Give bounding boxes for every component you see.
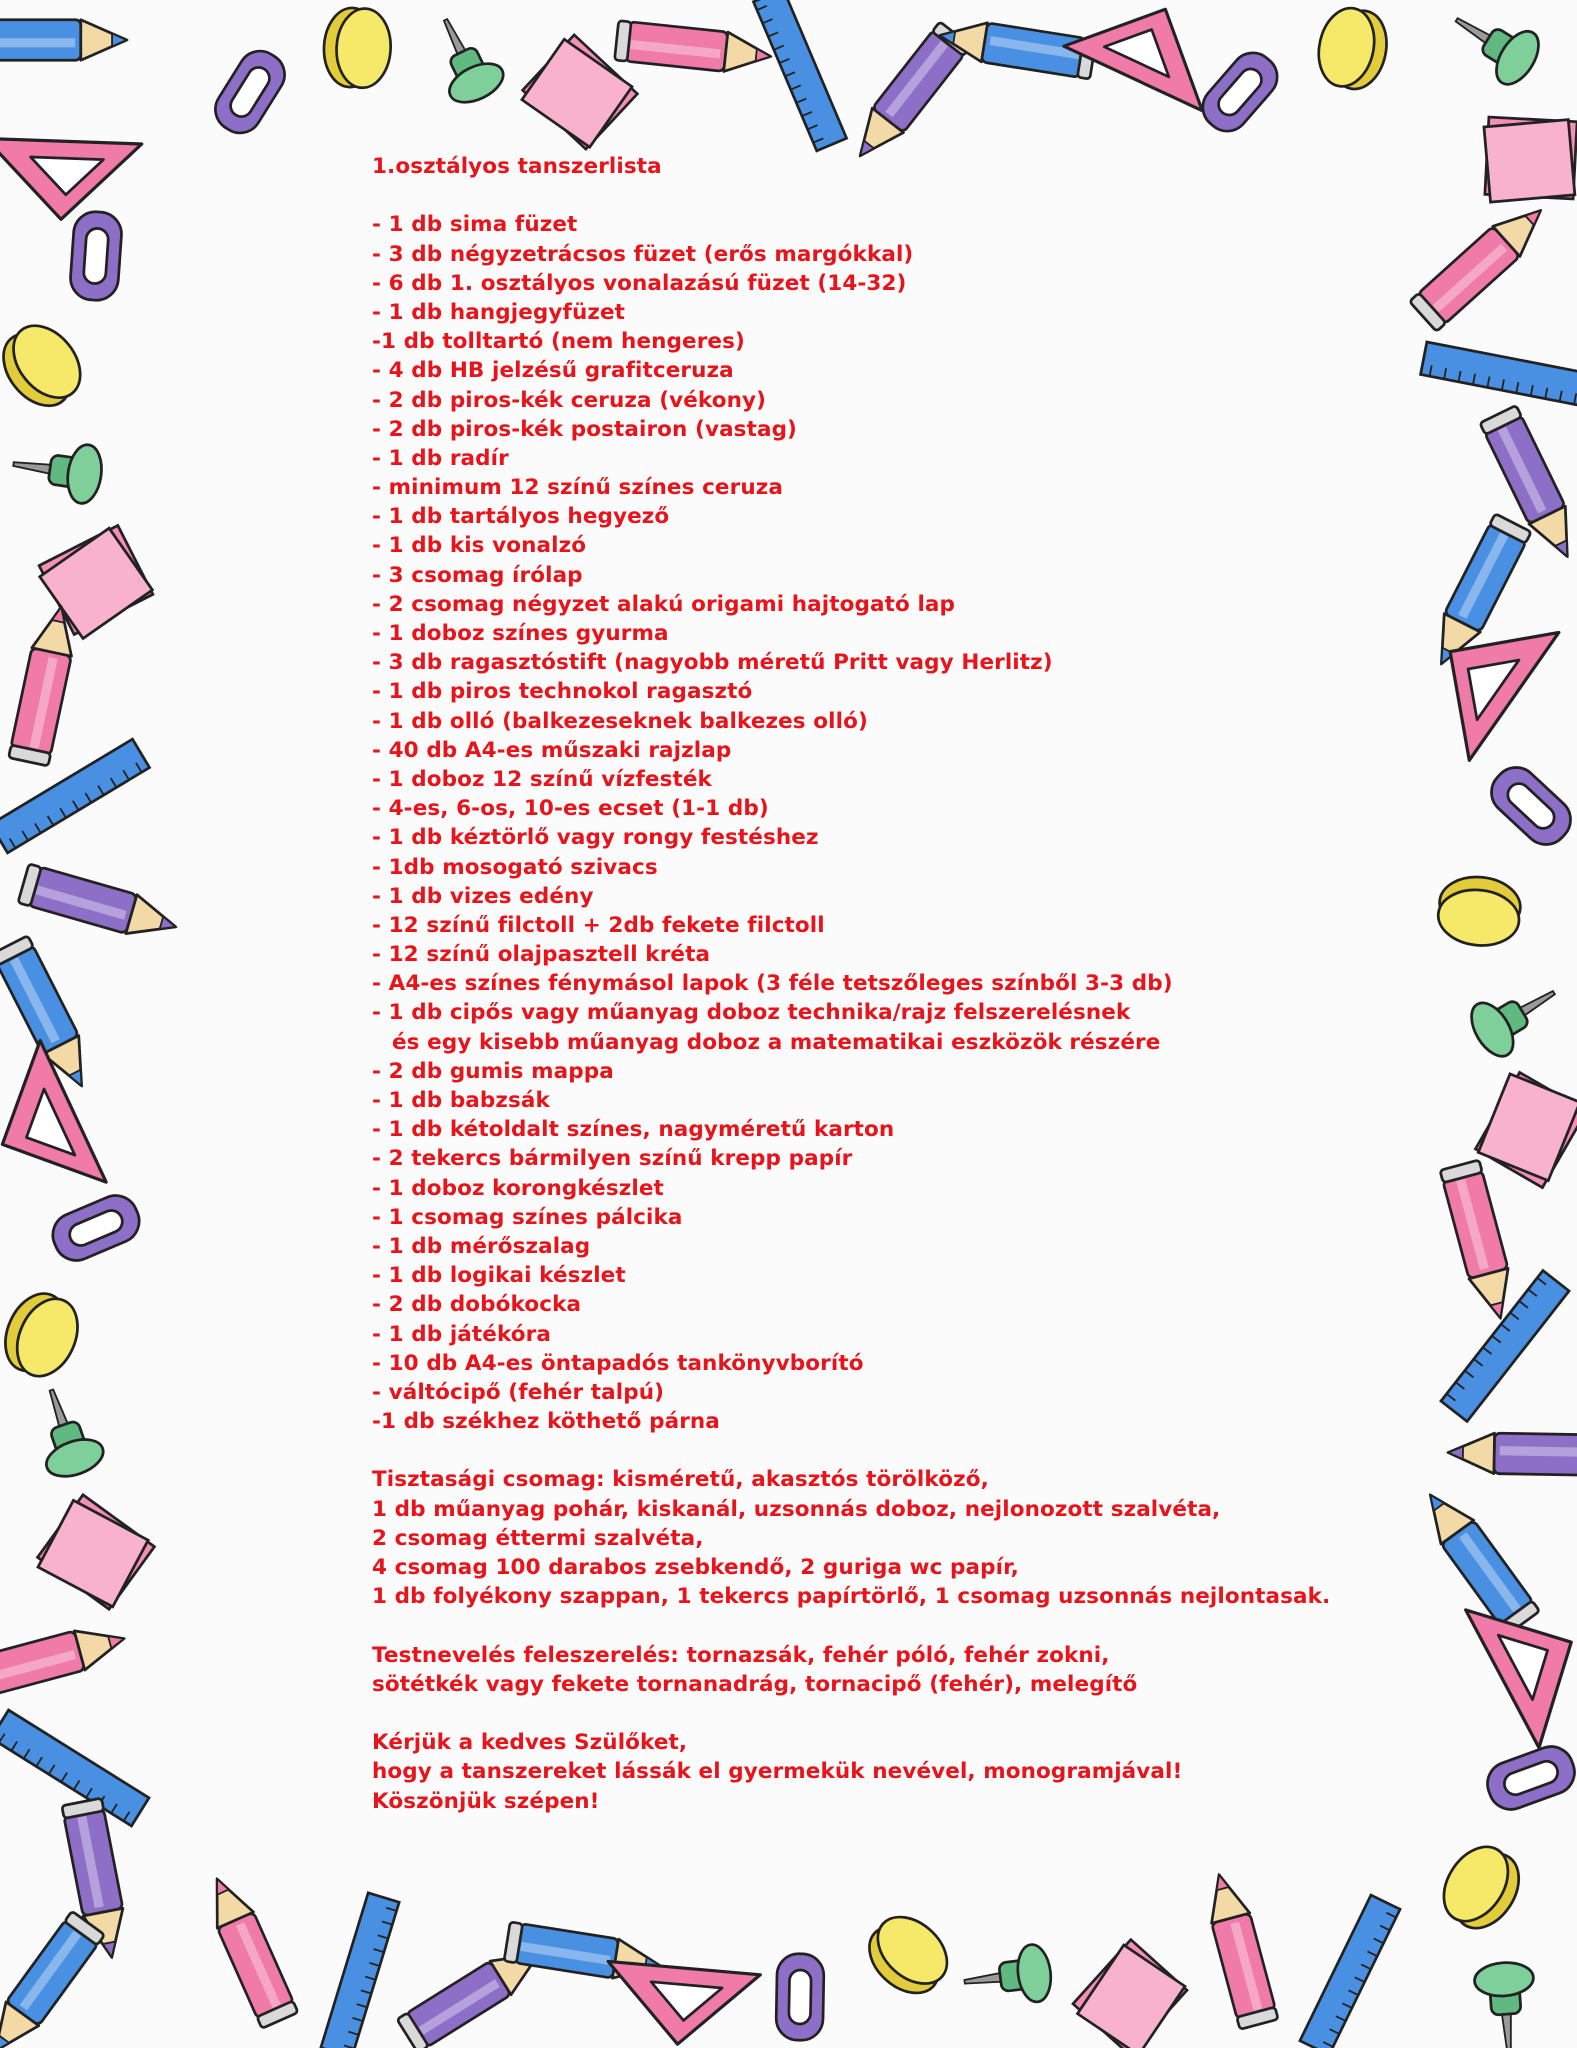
paperclip-chain-icon: [207, 43, 292, 141]
sticky-note-icon: [1067, 1933, 1193, 2048]
eraser-icon: [0, 1284, 89, 1386]
list-item: - A4-es színes fénymásol lapok (3 féle tetszőleges színből 3-3 db): [372, 971, 1173, 997]
pe-line: Testnevelés feleszerelés: tornazsák, fehér póló, fehér zokni,: [372, 1642, 1110, 1668]
eraser-icon: [0, 313, 94, 419]
paperclip-chain-icon: [1481, 1740, 1577, 1815]
supply-items: [372, 210, 1372, 1436]
eraser-icon: [1431, 1835, 1532, 1940]
list-item: - 40 db A4-es műszaki rajzlap: [372, 737, 732, 763]
list-item: és egy kisebb műanyag doboz a matematikai eszközök részére: [392, 1029, 1161, 1055]
pencil-icon: [0, 20, 127, 60]
pushpin-icon: [24, 1380, 108, 1483]
list-item: - 6 db 1. osztályos vonalazású füzet (14-32): [372, 270, 907, 296]
hygiene-line: 4 csomag 100 darabos zsebkendő, 2 guriga wc papír,: [372, 1555, 1019, 1580]
pencil-icon: [1448, 1432, 1577, 1475]
list-item: - váltócipő (fehér talpú): [372, 1379, 665, 1405]
ruler-icon: [1300, 1895, 1400, 2048]
list-item: - 1 db piros technokol ragasztó: [372, 679, 753, 705]
list-item: - 1 doboz korongkészlet: [372, 1175, 664, 1201]
sticky-note-icon: [1471, 1068, 1577, 1192]
list-item: - 1 doboz 12 színű vízfesték: [372, 766, 712, 792]
list-item: - 1 db babzsák: [372, 1088, 550, 1113]
list-item: - 1 db olló (balkezeseknek balkezes olló): [372, 708, 868, 734]
list-item: - 1 db kis vonalzó: [372, 533, 587, 559]
pencil-icon: [1409, 196, 1554, 332]
list-item: - 12 színű olajpasztell kréta: [372, 942, 711, 968]
list-item: - 3 csomag írólap: [372, 562, 583, 588]
list-item: - 1 db logikai készlet: [372, 1263, 626, 1289]
hygiene-line: Tisztasági csomag: kisméretű, akasztós törölköző,: [372, 1467, 989, 1493]
ruler-icon: [321, 1893, 399, 2048]
pushpin-icon: [1463, 967, 1569, 1063]
paperclip-chain-icon: [1482, 758, 1577, 853]
ruler-icon: [753, 0, 846, 151]
pencil-icon: [1440, 1160, 1520, 1323]
pushpin-icon: [1441, 0, 1547, 92]
list-item: - 2 db piros-kék postairon (vastag): [372, 416, 797, 442]
list-item: - 1 db sima füzet: [372, 212, 578, 238]
closing-line: Köszönjük szépen!: [372, 1788, 600, 1814]
list-item: - 1 db kéztörlő vagy rongy festéshez: [372, 825, 819, 851]
list-item: - 4 db HB jelzésű grafitceruza: [372, 358, 734, 384]
list-item: - 1 db cipős vagy műanyag doboz technika/rajz felszerelésnek: [372, 1000, 1131, 1026]
pushpin-icon: [1473, 1961, 1538, 2048]
triangle-ruler-icon: [1450, 632, 1577, 760]
pencil-icon: [1200, 1870, 1278, 2030]
pushpin-icon: [420, 7, 510, 110]
supply-list-text: [372, 152, 1372, 1816]
list-item: - 1 db játékóra: [372, 1321, 551, 1347]
ruler-icon: [1421, 342, 1577, 406]
triangle-ruler-icon: [1433, 1610, 1571, 1748]
list-item: - 1 db vizes edény: [372, 883, 594, 909]
list-item: - 2 db gumis mappa: [372, 1058, 614, 1084]
pencil-icon: [0, 1619, 129, 1699]
list-item: - 2 tekercs bármilyen színű krepp papír: [372, 1146, 853, 1172]
paperclip-chain-icon: [1194, 44, 1286, 140]
pencil-icon: [0, 1911, 105, 2048]
paperclip-chain-icon: [69, 210, 123, 301]
pushpin-icon: [9, 435, 105, 506]
list-item: - 10 db A4-es öntapadós tankönyvborító: [372, 1350, 864, 1376]
list-item: - 1 db radír: [372, 445, 509, 471]
closing-note: [372, 1728, 1372, 1816]
sticky-note-icon: [32, 1490, 160, 1615]
pe-line: sötétkék vagy fekete tornanadrág, tornacipő (fehér), melegítő: [372, 1671, 1138, 1697]
pencil-icon: [199, 1871, 298, 2029]
list-item: - 2 csomag négyzet alakú origami hajtogató lap: [372, 591, 956, 617]
list-item: - 1 db hangjegyfüzet: [372, 299, 626, 325]
list-item: - minimum 12 színű színes ceruza: [372, 475, 783, 501]
hygiene-package: [372, 1465, 1372, 1611]
hygiene-line: 1 db folyékony szappan, 1 tekercs papírtörlő, 1 csomag uzsonnás nejlontasak.: [372, 1584, 1331, 1610]
pe-equipment: [372, 1641, 1372, 1699]
list-item: - 2 db dobókocka: [372, 1292, 582, 1318]
closing-line: hogy a tanszereket lássák el gyermekük nevével, monogramjával!: [372, 1759, 1183, 1785]
list-item: - 1 db tartályos hegyező: [372, 504, 670, 530]
hygiene-line: 1 db műanyag pohár, kiskanál, uzsonnás doboz, nejlonozott szalvéta,: [372, 1496, 1221, 1522]
spacer: [372, 181, 1372, 210]
pushpin-icon: [961, 1943, 1054, 2011]
spacer: [372, 1436, 1372, 1465]
spacer: [372, 1611, 1372, 1640]
list-item: - 4-es, 6-os, 10-es ecset (1-1 db): [372, 796, 769, 822]
triangle-ruler-icon: [608, 1892, 760, 2044]
eraser-icon: [1435, 873, 1523, 949]
closing-line: Kérjük a kedves Szülőket,: [372, 1730, 688, 1756]
triangle-ruler-icon: [0, 63, 142, 219]
list-item: -1 db székhez köthető párna: [372, 1409, 720, 1435]
list-item: - 1 doboz színes gyurma: [372, 621, 669, 646]
list-item: - 12 színű filctoll + 2db fekete filctoll: [372, 912, 825, 938]
sticky-note-icon: [1478, 109, 1577, 206]
list-item: - 1db mosogató szivacs: [372, 854, 658, 880]
pencil-icon: [615, 21, 773, 77]
pencil-icon: [18, 864, 181, 947]
paperclip-chain-icon: [46, 1189, 146, 1268]
list-title: 1.osztályos tanszerlista: [372, 154, 662, 179]
list-item: -1 db tolltartó (nem hengeres): [372, 329, 745, 355]
eraser-icon: [322, 7, 393, 90]
eraser-icon: [1312, 3, 1394, 94]
eraser-icon: [856, 1904, 959, 2006]
list-item: - 1 db kétoldalt színes, nagyméretű karton: [372, 1117, 895, 1143]
list-item: - 3 db ragasztóstift (nagyobb méretű Pritt vagy Herlitz): [372, 650, 1053, 676]
hygiene-line: 2 csomag éttermi szalvéta,: [372, 1525, 704, 1551]
list-item: - 1 db mérőszalag: [372, 1233, 591, 1259]
list-item: - 3 db négyzetrácsos füzet (erős margókkal): [372, 241, 914, 267]
spacer: [372, 1699, 1372, 1728]
list-item: - 2 db piros-kék ceruza (vékony): [372, 387, 767, 413]
paperclip-chain-icon: [776, 1953, 824, 2040]
list-item: - 1 csomag színes pálcika: [372, 1204, 683, 1230]
